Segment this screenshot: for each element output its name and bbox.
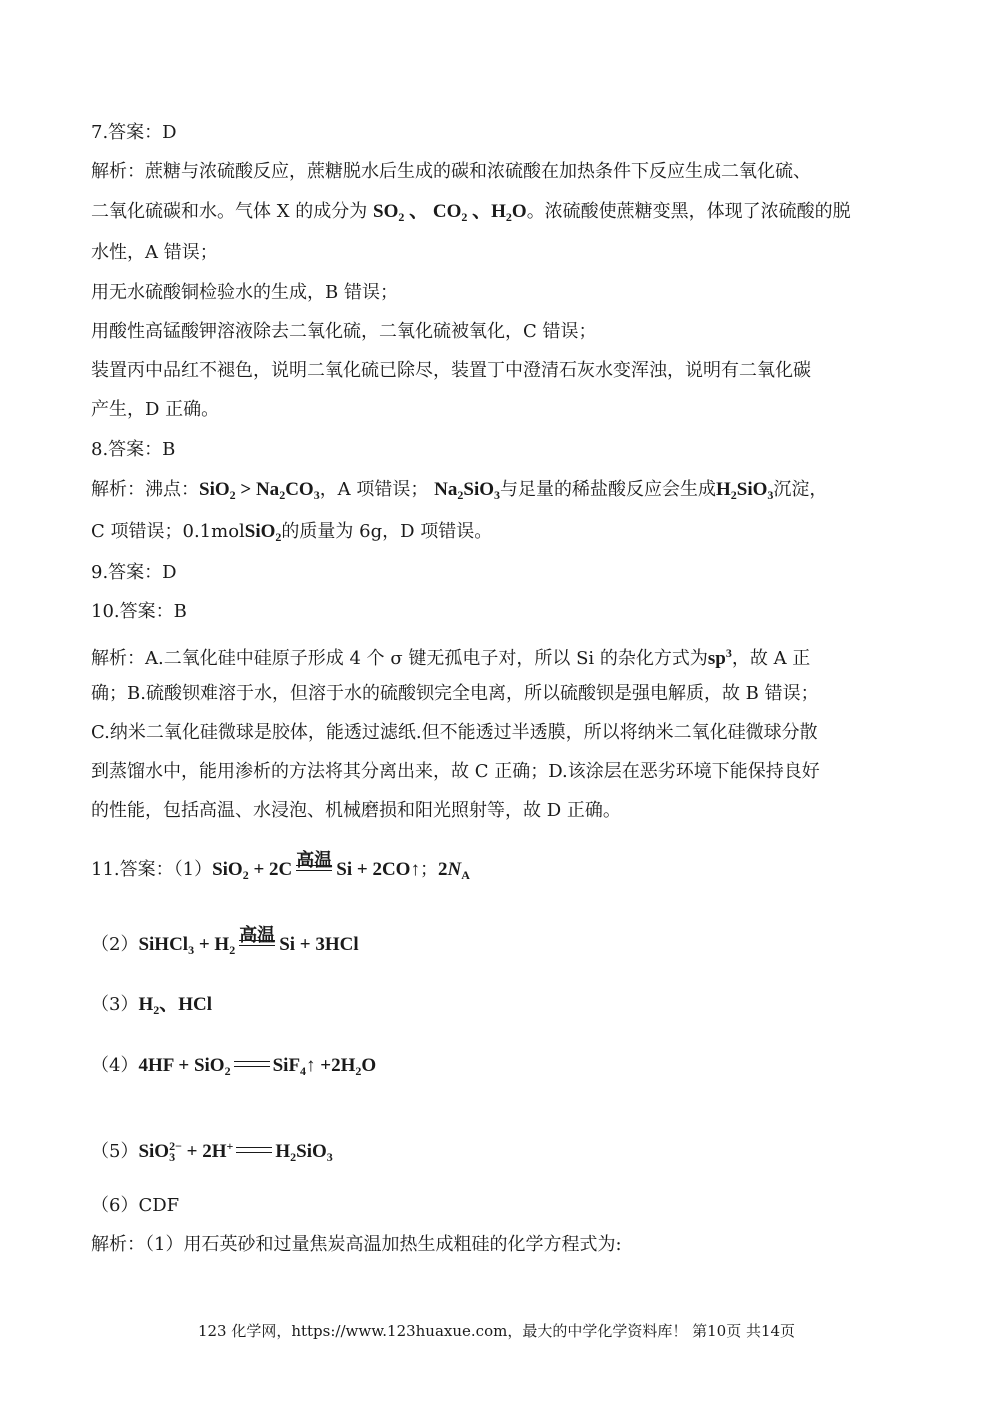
q7-analysis-line3: 水性，A 错误； [91, 242, 218, 263]
sp3-formula: $sp^3$ [707, 646, 732, 669]
q7-analysis-line6: 装置丙中品红不褪色，说明二氧化硫已除尽，装置丁中澄清石灰水变浑浊，说明有二氧化碳 [91, 360, 811, 381]
q10-analysis-line5: 的性能，包括高温、水浸泡、机械磨损和阳光照射等，故 D 正确。 [91, 800, 621, 821]
q7-analysis-line4: 用无水硫酸铜检验水的生成，B 错误； [91, 282, 398, 303]
q11-answer-4: （4）4HF + SiO$_2$ SiF$_4$↑ $+2H_2O$ [91, 1055, 377, 1078]
q10-analysis-line1: 解析：A.二氧化硅中硅原子形成 4 个 σ 键无孤电子对，所以 Si 的杂化方式为$sp^3$，故 A 正 [91, 646, 811, 669]
gas-x-formula: $SO_2$ 、 $CO_2$ 、$H_2O$ [373, 201, 527, 224]
q10-analysis-line3: C.纳米二氧化硅微球是胶体，能透过滤纸.但不能透过半透膜，所以将纳米二氧化硅微球分散 [91, 722, 818, 743]
q11-answer-6: （6）CDF [91, 1195, 180, 1216]
equation-1: SiO$_2$ + 2C 高温 Si + 2CO↑ [212, 850, 420, 882]
reaction-condition: 高温 [296, 850, 333, 871]
q11-answer-1: 11.答案：（1）SiO$_2$ + 2C 高温 Si + 2CO↑；$2N_A$ [91, 850, 470, 882]
q7-answer: 7.答案：D [91, 122, 177, 143]
q11-analysis: 解析：（1）用石英砂和过量焦炭高温加热生成粗硅的化学方程式为: [91, 1234, 622, 1255]
q7-analysis-line5: 用酸性高锰酸钾溶液除去二氧化硫，二氧化硫被氧化，C 错误； [91, 321, 597, 342]
reaction-condition: 高温 [239, 925, 276, 946]
page-footer: 123 化学网，https://www.123huaxue.com，最大的中学化学资料库！ 第10页 共14页 [197, 1322, 796, 1340]
equation-5: SiO$_3^{2-}$ + 2H+ $H_2SiO_3$ [138, 1139, 333, 1164]
q10-analysis-line4: 到蒸馏水中，能用渗析的方法将其分离出来，故 C 正确；D.该涂层在恶劣环境下能保持良好 [91, 761, 820, 782]
byproducts-formula: $H_2$、HCl [138, 994, 213, 1017]
avogadro-answer: $2N_A$ [437, 859, 470, 882]
sio2-formula: SiO$_2$ [244, 521, 282, 544]
q8-analysis-line1: 解析：沸点：$SiO_2 > Na_2CO_3$，A 项错误； $Na_2SiO_3$与足量的稀盐酸反应会生成$H_2SiO_3$沉淀， [91, 479, 828, 502]
q11-answer-5: （5）SiO$_3^{2-}$ + 2H+ $H_2SiO_3$ [91, 1139, 333, 1164]
q8-analysis-line2: C 项错误；0.1molSiO$_2$的质量为 6g，D 项错误。 [91, 521, 493, 544]
q7-analysis-line7: 产生，D 正确。 [91, 399, 220, 420]
q9-answer: 9.答案：D [91, 562, 177, 583]
q7-analysis-line1: 解析：蔗糖与浓硫酸反应，蔗糖脱水后生成的碳和浓硫酸在加热条件下反应生成二氧化硫、 [91, 161, 811, 182]
q10-analysis-line2: 确；B.硫酸钡难溶于水，但溶于水的硫酸钡完全电离，所以硫酸钡是强电解质，故 B 错误； [91, 683, 819, 704]
q8-answer: 8.答案：B [91, 439, 176, 460]
equation-2: SiHCl$_3$ + $H_2$ 高温 Si + 3HCl [138, 925, 359, 957]
silicic-acid-formula: $H_2SiO_3$ [716, 479, 774, 502]
equation-4: 4HF + SiO$_2$ SiF$_4$↑ $+2H_2O$ [138, 1055, 377, 1078]
boiling-point-formula: $SiO_2 > Na_2CO_3$ [199, 479, 320, 502]
q11-answer-3: $(3)H_2$、HCl [91, 994, 213, 1017]
q10-answer: 10.答案：B [91, 601, 187, 622]
sodium-silicate-formula: $Na_2SiO_3$ [434, 479, 501, 502]
q7-analysis-line2: 二氧化硫碳和水。气体 X 的成分为 $SO_2$ 、 $CO_2$ 、$H_2O$。浓硫酸使蔗糖变黑，体现了浓硫酸的脱 [91, 201, 851, 224]
q11-answer-2: （2）SiHCl$_3$ + $H_2$ 高温 Si + 3HCl [91, 925, 359, 957]
